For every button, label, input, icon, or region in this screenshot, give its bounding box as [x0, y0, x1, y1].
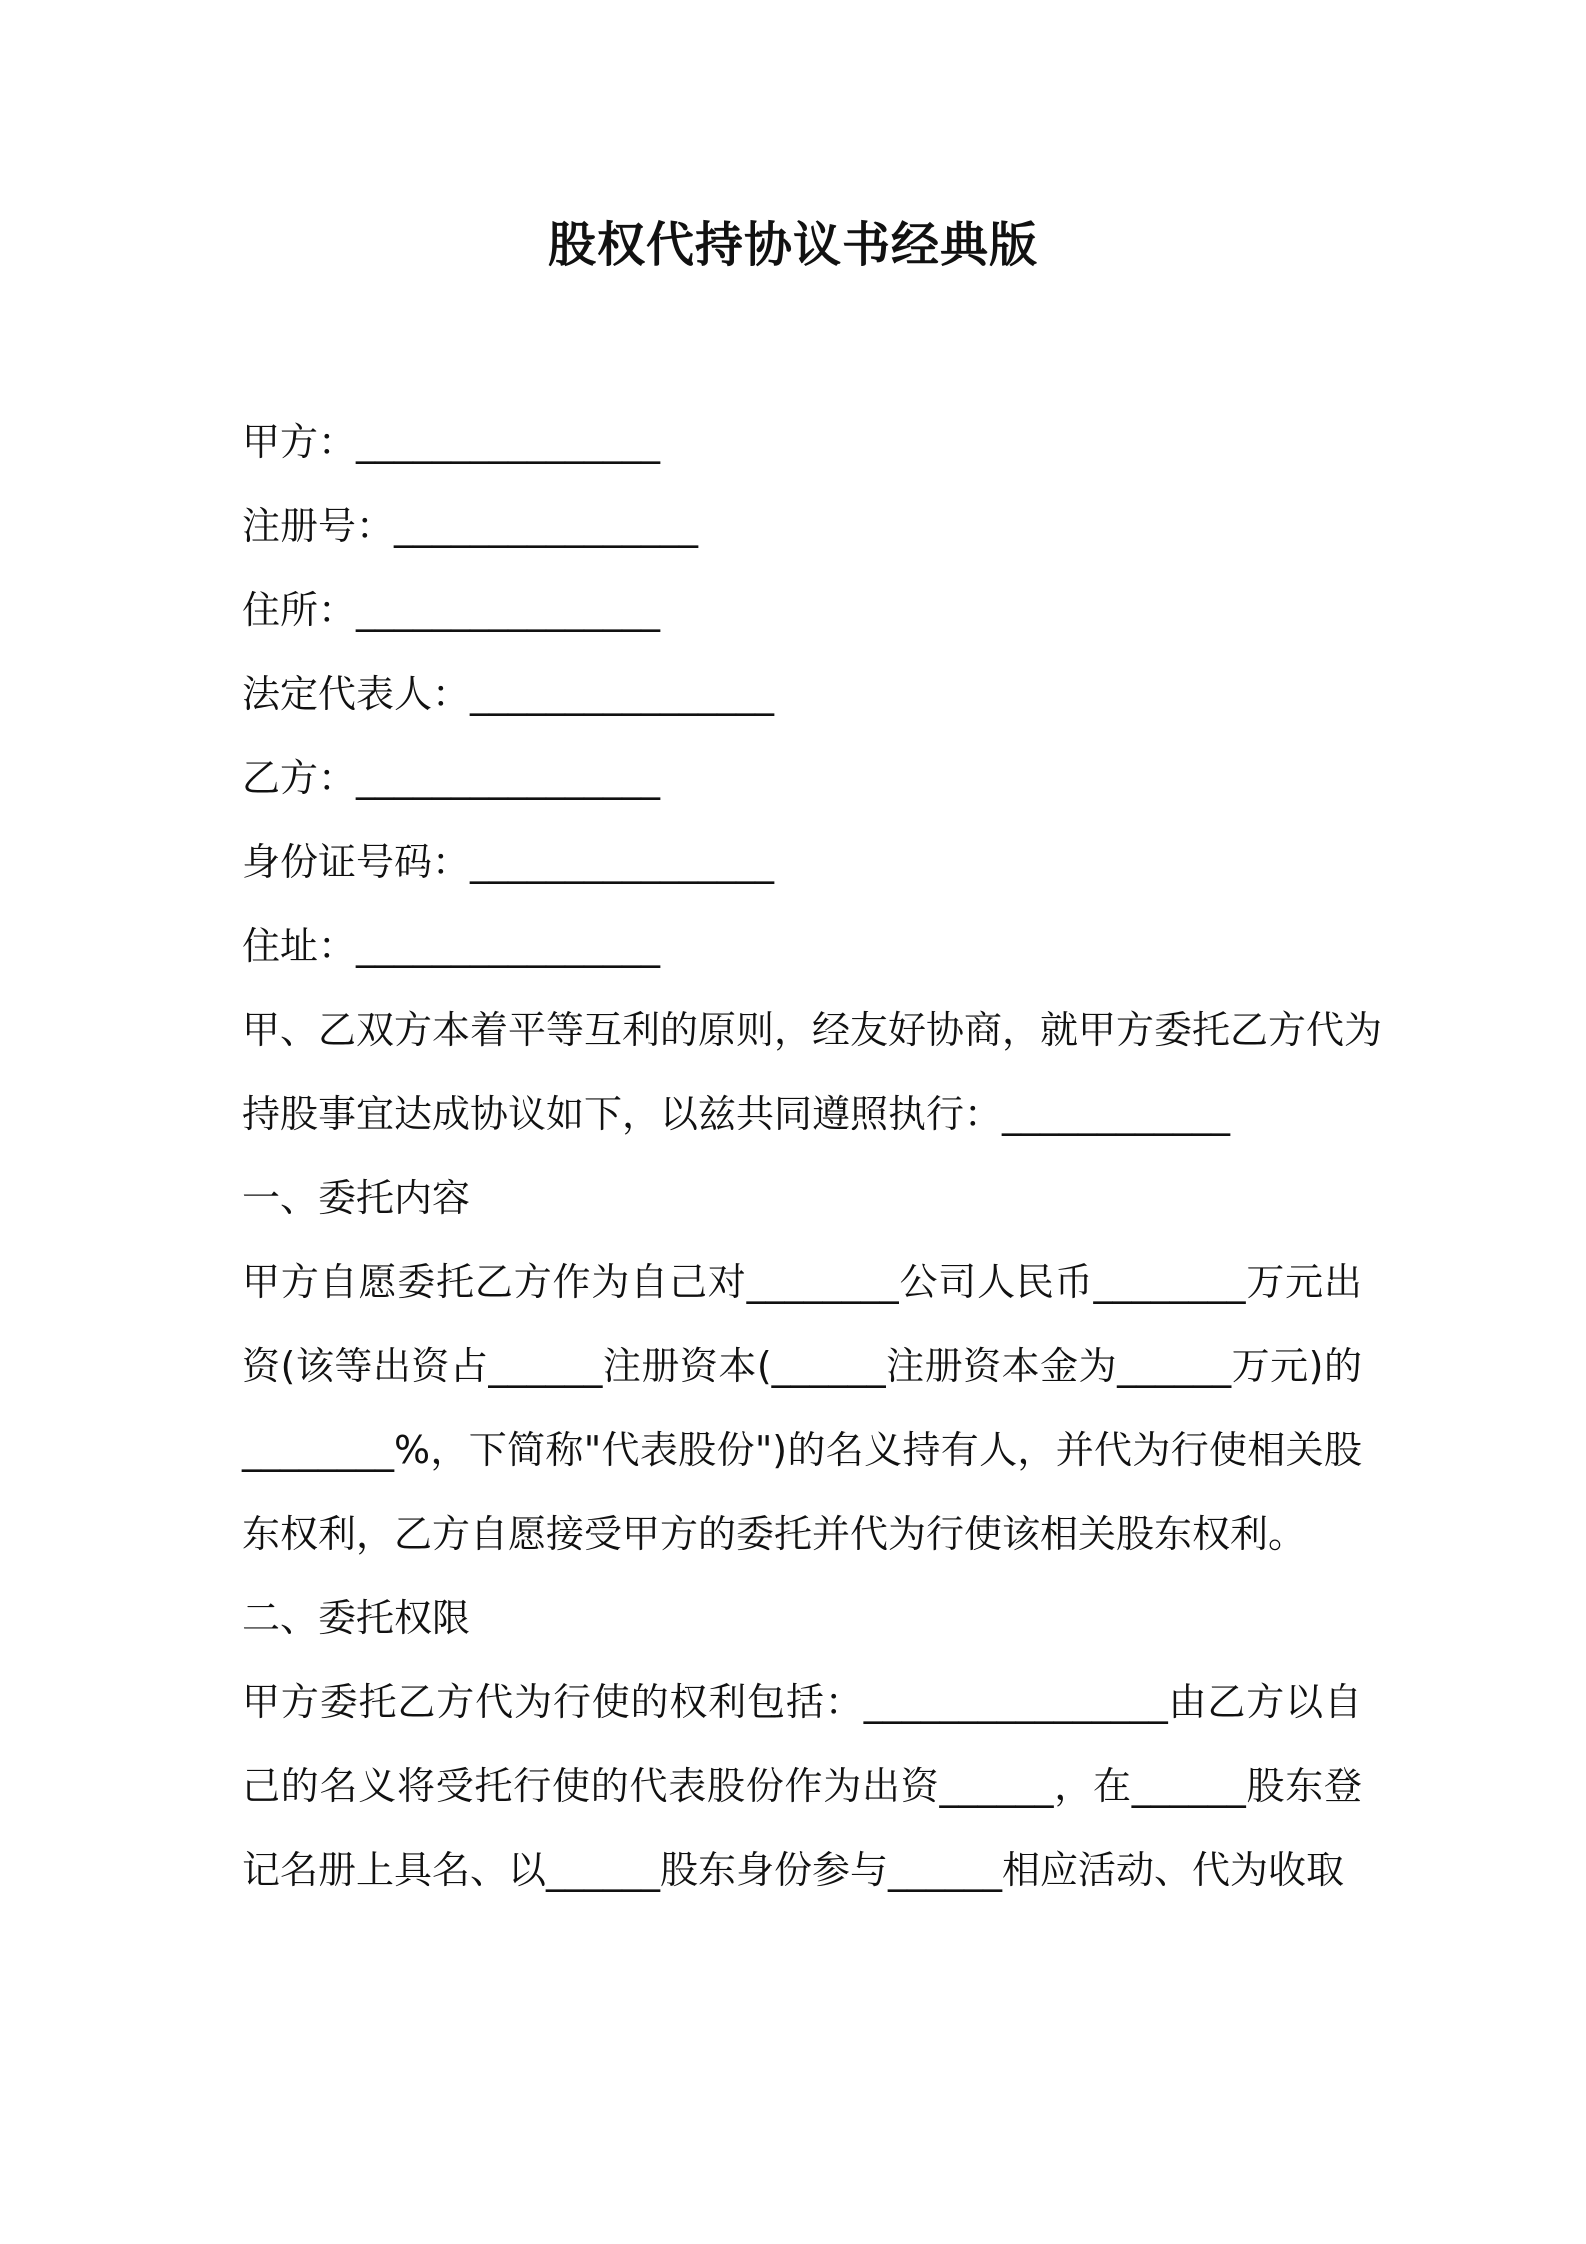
section-2-heading: 二、委托权限: [242, 1596, 471, 1640]
document-title: 股权代持协议书经典版: [547, 217, 1038, 273]
party-b-field: 乙方：________________: [242, 756, 661, 800]
party-a-field: 甲方：________________: [242, 420, 661, 464]
legal-representative-field: 法定代表人：________________: [242, 672, 775, 716]
section-1-heading: 一、委托内容: [242, 1176, 471, 1220]
id-number-field: 身份证号码：________________: [242, 840, 775, 884]
section-2-paragraph: 甲方委托乙方代为行使的权利包括：________________由乙方以自己的名义将受托行使的代表股份作为出资______，在______股东登记名册上具名、以______股东身份参与______相应活动、代为收取: [242, 1680, 1362, 1892]
document-body: [242, 400, 1401, 1912]
intro-line-2: 持股事宜达成协议如下，以兹共同遵照执行：____________: [242, 1092, 1231, 1136]
section-1-paragraph: 甲方自愿委托乙方作为自己对________公司人民币________万元出资(该等出资占______注册资本(______注册资本金为______万元)的 ________%，下简称"代表股份")的名义持有人，并代为行使相关股东权利，乙方自愿接受甲方的委托并代为行使该相关股东权利。: [242, 1260, 1401, 1556]
party-a-address-field: 住所：________________: [242, 588, 661, 632]
party-b-address-field: 住址：________________: [242, 924, 661, 968]
registration-number-field: 注册号：________________: [242, 504, 699, 548]
intro-line-1: 甲、乙双方本着平等互利的原则，经友好协商，就甲方委托乙方代为: [242, 1008, 1383, 1052]
